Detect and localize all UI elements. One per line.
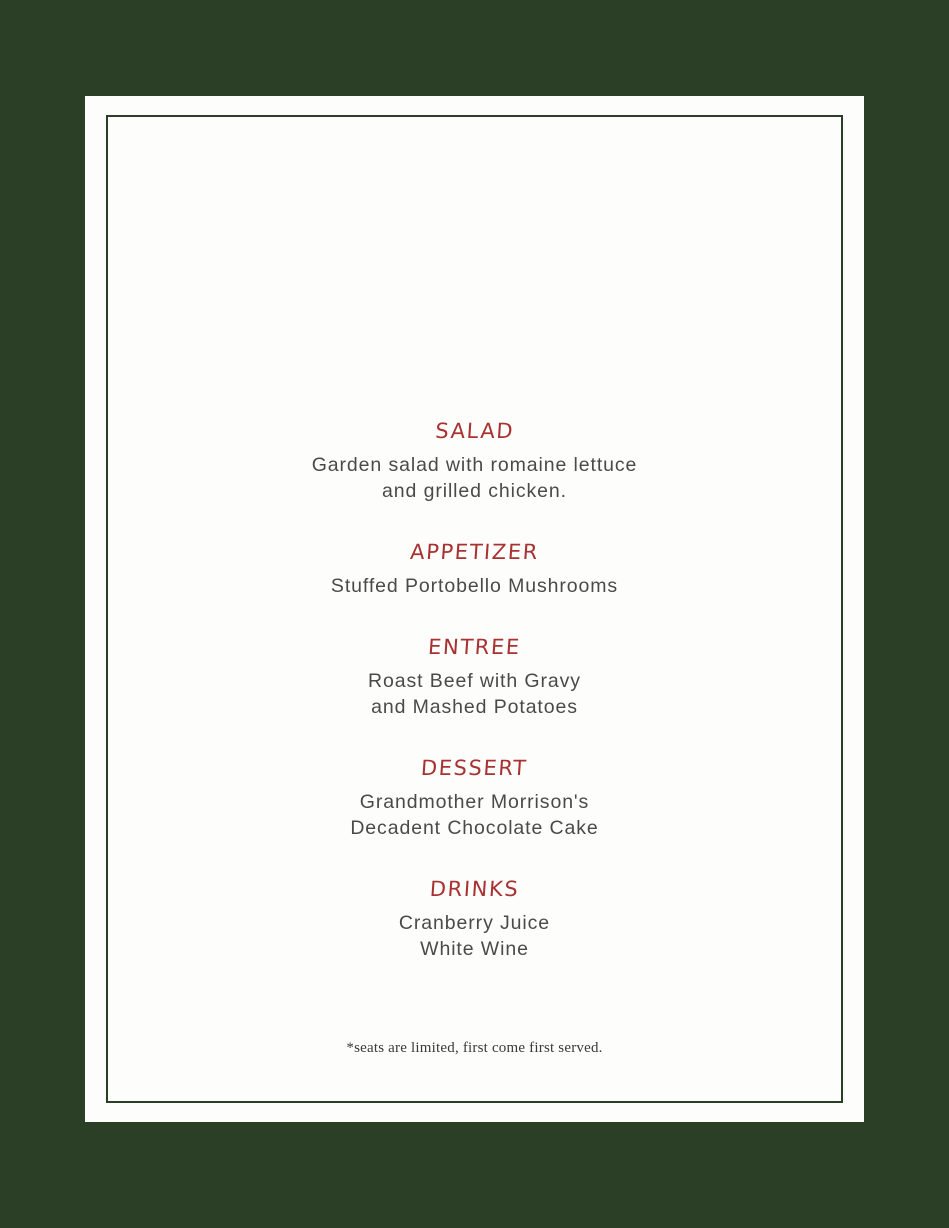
course-description-line: Garden salad with romaine lettuce (311, 454, 638, 476)
menu-course-entree (368, 635, 581, 720)
menu-inner-border (106, 115, 843, 1103)
menu-content (108, 419, 841, 1057)
menu-card (85, 96, 864, 1122)
course-description (368, 668, 581, 720)
course-description-line: and Mashed Potatoes (371, 696, 578, 718)
course-title: APPETIZER (409, 540, 540, 564)
course-description-line: Stuffed Portobello Mushrooms (330, 575, 619, 597)
course-description-line: Decadent Chocolate Cake (350, 817, 599, 839)
menu-course-dessert (350, 756, 598, 841)
menu-footnote: *seats are limited, first come first served. (346, 1040, 603, 1056)
course-description-line: and grilled chicken. (382, 480, 567, 502)
course-title: DRINKS (428, 877, 521, 901)
course-title: SALAD (434, 419, 515, 443)
menu-course-appetizer (331, 540, 618, 599)
course-title: ENTREE (427, 635, 522, 659)
course-description-line: Roast Beef with Gravy (368, 670, 581, 692)
course-title: DESSERT (420, 756, 529, 780)
course-description (331, 573, 618, 599)
menu-course-drinks (399, 877, 550, 962)
course-description-line: Cranberry Juice (398, 912, 551, 934)
course-description (312, 452, 638, 504)
course-description-line: White Wine (420, 938, 529, 960)
course-description (399, 910, 550, 962)
course-description-line: Grandmother Morrison's (359, 791, 590, 813)
course-description (350, 789, 598, 841)
menu-course-salad (312, 419, 638, 504)
